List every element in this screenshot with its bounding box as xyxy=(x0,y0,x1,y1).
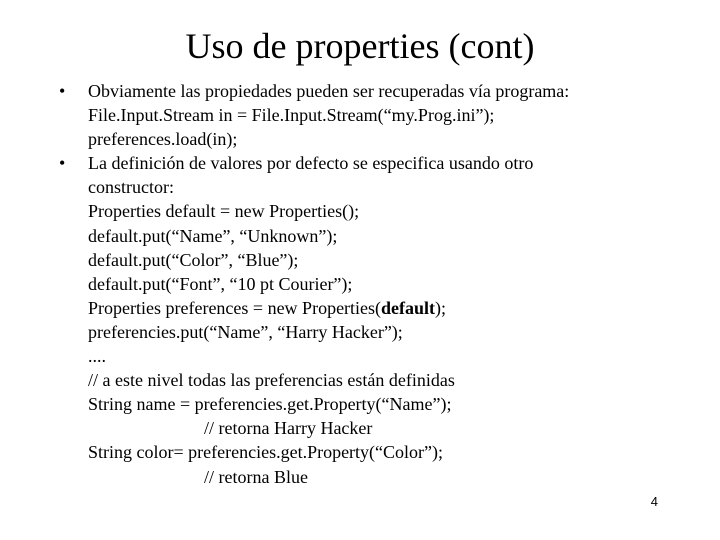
code-line: default.put(“Color”, “Blue”); xyxy=(88,249,299,270)
code-line: String color= preferencies.get.Property(“Color”); xyxy=(88,442,444,463)
code-text: Properties preferences = new Properties( xyxy=(88,297,382,318)
slide-title: Uso de properties (cont) xyxy=(185,26,535,66)
code-line: .... xyxy=(88,346,106,367)
code-comment: // retorna Harry Hacker xyxy=(204,418,373,439)
code-line: Properties default = new Properties(); xyxy=(88,201,360,222)
bullet-list xyxy=(0,79,720,489)
bullet-marker: • xyxy=(59,153,66,174)
page-number: 4 xyxy=(650,494,658,509)
code-line-with-bold xyxy=(88,296,720,320)
code-line: File.Input.Stream in = File.Input.Stream(“my.Prog.ini”); xyxy=(88,105,495,126)
code-line: preferences.load(in); xyxy=(88,129,238,150)
code-line: default.put(“Font”, “10 pt Courier”); xyxy=(88,273,353,294)
code-comment: // retorna Blue xyxy=(204,466,308,487)
bullet-line: constructor: xyxy=(88,177,174,198)
code-line: String name = preferencies.get.Property(“Name”); xyxy=(88,394,452,415)
code-comment: // a este nivel todas las preferencias están definidas xyxy=(88,370,455,391)
bold-keyword: default xyxy=(381,297,436,318)
bullet-marker: • xyxy=(59,81,66,101)
bullet-item-properties-load xyxy=(0,79,720,151)
bullet-item-default-values xyxy=(0,151,720,488)
code-line: preferencies.put(“Name”, “Harry Hacker”); xyxy=(88,321,403,342)
code-text: ); xyxy=(435,297,447,318)
bullet-line: Obviamente las propiedades pueden ser recuperadas vía programa: xyxy=(88,81,570,101)
bullet-line: La definición de valores por defecto se especifica usando otro xyxy=(88,153,534,174)
code-line: default.put(“Name”, “Unknown”); xyxy=(88,225,338,246)
